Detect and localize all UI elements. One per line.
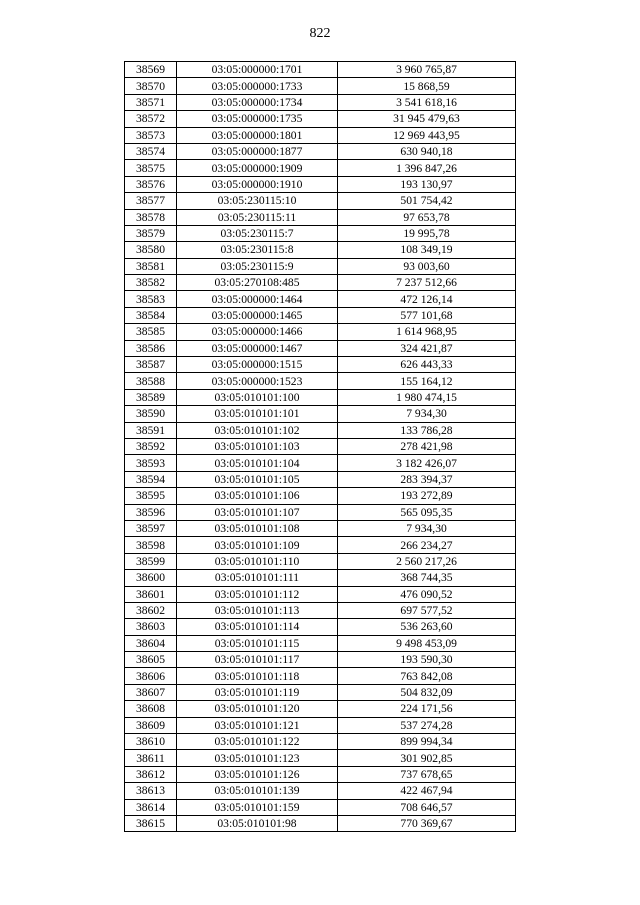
- cadastral-number-cell: 03:05:010101:107: [177, 504, 338, 520]
- cadastral-value-cell: 193 130,97: [338, 176, 516, 192]
- table-row: [125, 799, 516, 815]
- table-row: [125, 668, 516, 684]
- cadastral-number-cell: 03:05:010101:115: [177, 635, 338, 651]
- cadastral-number-cell: 03:05:010101:104: [177, 455, 338, 471]
- cadastral-number-cell: 03:05:010101:112: [177, 586, 338, 602]
- cadastral-value-cell: 737 678,65: [338, 766, 516, 782]
- cadastral-number-cell: 03:05:000000:1910: [177, 176, 338, 192]
- page-number: 822: [309, 26, 331, 41]
- row-number-cell: 38585: [125, 324, 177, 340]
- table-row: [125, 602, 516, 618]
- table-row: [125, 422, 516, 438]
- row-number-cell: 38570: [125, 78, 177, 94]
- row-number-cell: 38601: [125, 586, 177, 602]
- row-number-cell: 38587: [125, 357, 177, 373]
- cadastral-value-cell: 266 234,27: [338, 537, 516, 553]
- cadastral-value-cell: 7 934,30: [338, 406, 516, 422]
- cadastral-value-cell: 15 868,59: [338, 78, 516, 94]
- cadastral-value-cell: 368 744,35: [338, 570, 516, 586]
- cadastral-number-cell: 03:05:000000:1733: [177, 78, 338, 94]
- cadastral-number-cell: 03:05:230115:10: [177, 193, 338, 209]
- table-row: [125, 143, 516, 159]
- row-number-cell: 38596: [125, 504, 177, 520]
- table-row: [125, 406, 516, 422]
- row-number-cell: 38574: [125, 143, 177, 159]
- row-number-cell: 38590: [125, 406, 177, 422]
- cadastral-number-cell: 03:05:010101:117: [177, 652, 338, 668]
- row-number-cell: 38598: [125, 537, 177, 553]
- cadastral-value-cell: 2 560 217,26: [338, 553, 516, 569]
- cadastral-value-cell: 193 272,89: [338, 488, 516, 504]
- cadastral-number-cell: 03:05:010101:109: [177, 537, 338, 553]
- cadastral-value-cell: 278 421,98: [338, 438, 516, 454]
- table-row: [125, 62, 516, 78]
- table-row: [125, 488, 516, 504]
- cadastral-number-cell: 03:05:010101:101: [177, 406, 338, 422]
- cadastral-value-cell: 31 945 479,63: [338, 111, 516, 127]
- cadastral-number-cell: 03:05:230115:9: [177, 258, 338, 274]
- cadastral-number-cell: 03:05:010101:119: [177, 684, 338, 700]
- row-number-cell: 38591: [125, 422, 177, 438]
- table-row: [125, 438, 516, 454]
- table-row: [125, 750, 516, 766]
- table-row: [125, 471, 516, 487]
- cadastral-value-cell: 1 980 474,15: [338, 389, 516, 405]
- cadastral-value-cell: 193 590,30: [338, 652, 516, 668]
- cadastral-value-cell: 899 994,34: [338, 734, 516, 750]
- cadastral-value-cell: 224 171,56: [338, 701, 516, 717]
- cadastral-value-cell: 155 164,12: [338, 373, 516, 389]
- cadastral-value-cell: 630 940,18: [338, 143, 516, 159]
- row-number-cell: 38573: [125, 127, 177, 143]
- table-row: [125, 783, 516, 799]
- row-number-cell: 38604: [125, 635, 177, 651]
- row-number-cell: 38583: [125, 291, 177, 307]
- cadastral-value-cell: 93 003,60: [338, 258, 516, 274]
- table-row: [125, 193, 516, 209]
- cadastral-number-cell: 03:05:000000:1523: [177, 373, 338, 389]
- cadastral-value-cell: 565 095,35: [338, 504, 516, 520]
- row-number-cell: 38582: [125, 275, 177, 291]
- cadastral-number-cell: 03:05:010101:123: [177, 750, 338, 766]
- table-row: [125, 160, 516, 176]
- cadastral-value-cell: 324 421,87: [338, 340, 516, 356]
- row-number-cell: 38608: [125, 701, 177, 717]
- row-number-cell: 38578: [125, 209, 177, 225]
- cadastral-value-table: [124, 61, 516, 832]
- row-number-cell: 38615: [125, 815, 177, 831]
- cadastral-number-cell: 03:05:010101:105: [177, 471, 338, 487]
- cadastral-number-cell: 03:05:010101:126: [177, 766, 338, 782]
- table-row: [125, 701, 516, 717]
- cadastral-value-cell: 501 754,42: [338, 193, 516, 209]
- cadastral-value-cell: 763 842,08: [338, 668, 516, 684]
- table-row: [125, 389, 516, 405]
- cadastral-number-cell: 03:05:010101:110: [177, 553, 338, 569]
- table-row: [125, 357, 516, 373]
- cadastral-value-cell: 422 467,94: [338, 783, 516, 799]
- row-number-cell: 38594: [125, 471, 177, 487]
- cadastral-number-cell: 03:05:000000:1701: [177, 62, 338, 78]
- cadastral-number-cell: 03:05:000000:1735: [177, 111, 338, 127]
- cadastral-number-cell: 03:05:010101:113: [177, 602, 338, 618]
- cadastral-number-cell: 03:05:270108:485: [177, 275, 338, 291]
- cadastral-number-cell: 03:05:010101:114: [177, 619, 338, 635]
- cadastral-number-cell: 03:05:000000:1877: [177, 143, 338, 159]
- cadastral-number-cell: 03:05:000000:1464: [177, 291, 338, 307]
- cadastral-value-cell: 3 182 426,07: [338, 455, 516, 471]
- cadastral-value-cell: 19 995,78: [338, 225, 516, 241]
- cadastral-number-cell: 03:05:000000:1909: [177, 160, 338, 176]
- table-row: [125, 291, 516, 307]
- table-row: [125, 734, 516, 750]
- table-row: [125, 717, 516, 733]
- row-number-cell: 38584: [125, 307, 177, 323]
- cadastral-number-cell: 03:05:010101:139: [177, 783, 338, 799]
- table-row: [125, 520, 516, 536]
- row-number-cell: 38571: [125, 94, 177, 110]
- cadastral-value-cell: 1 614 968,95: [338, 324, 516, 340]
- cadastral-value-cell: 283 394,37: [338, 471, 516, 487]
- row-number-cell: 38610: [125, 734, 177, 750]
- table-row: [125, 242, 516, 258]
- table-row: [125, 570, 516, 586]
- table-row: [125, 307, 516, 323]
- table-row: [125, 504, 516, 520]
- table-row: [125, 537, 516, 553]
- cadastral-value-cell: 472 126,14: [338, 291, 516, 307]
- cadastral-number-cell: 03:05:230115:8: [177, 242, 338, 258]
- row-number-cell: 38613: [125, 783, 177, 799]
- row-number-cell: 38589: [125, 389, 177, 405]
- cadastral-number-cell: 03:05:010101:120: [177, 701, 338, 717]
- row-number-cell: 38597: [125, 520, 177, 536]
- row-number-cell: 38579: [125, 225, 177, 241]
- cadastral-value-cell: 7 934,30: [338, 520, 516, 536]
- row-number-cell: 38575: [125, 160, 177, 176]
- row-number-cell: 38600: [125, 570, 177, 586]
- cadastral-value-cell: 770 369,67: [338, 815, 516, 831]
- row-number-cell: 38607: [125, 684, 177, 700]
- cadastral-number-cell: 03:05:010101:103: [177, 438, 338, 454]
- table-row: [125, 815, 516, 831]
- cadastral-number-cell: 03:05:000000:1734: [177, 94, 338, 110]
- table-row: [125, 176, 516, 192]
- table-row: [125, 455, 516, 471]
- cadastral-number-cell: 03:05:010101:159: [177, 799, 338, 815]
- cadastral-number-cell: 03:05:000000:1515: [177, 357, 338, 373]
- table-body: [125, 62, 516, 832]
- table-row: [125, 258, 516, 274]
- row-number-cell: 38576: [125, 176, 177, 192]
- cadastral-value-cell: 476 090,52: [338, 586, 516, 602]
- cadastral-number-cell: 03:05:010101:108: [177, 520, 338, 536]
- cadastral-number-cell: 03:05:010101:98: [177, 815, 338, 831]
- table-row: [125, 209, 516, 225]
- row-number-cell: 38577: [125, 193, 177, 209]
- table-row: [125, 225, 516, 241]
- table-row: [125, 340, 516, 356]
- row-number-cell: 38580: [125, 242, 177, 258]
- cadastral-value-cell: 504 832,09: [338, 684, 516, 700]
- row-number-cell: 38599: [125, 553, 177, 569]
- row-number-cell: 38605: [125, 652, 177, 668]
- row-number-cell: 38609: [125, 717, 177, 733]
- row-number-cell: 38603: [125, 619, 177, 635]
- table-row: [125, 553, 516, 569]
- row-number-cell: 38569: [125, 62, 177, 78]
- table-row: [125, 586, 516, 602]
- cadastral-value-cell: 301 902,85: [338, 750, 516, 766]
- cadastral-number-cell: 03:05:010101:102: [177, 422, 338, 438]
- cadastral-number-cell: 03:05:000000:1467: [177, 340, 338, 356]
- cadastral-value-cell: 536 263,60: [338, 619, 516, 635]
- cadastral-value-cell: 697 577,52: [338, 602, 516, 618]
- table-row: [125, 373, 516, 389]
- table-row: [125, 766, 516, 782]
- cadastral-value-cell: 577 101,68: [338, 307, 516, 323]
- cadastral-number-cell: 03:05:000000:1801: [177, 127, 338, 143]
- row-number-cell: 38593: [125, 455, 177, 471]
- cadastral-number-cell: 03:05:010101:100: [177, 389, 338, 405]
- cadastral-number-cell: 03:05:010101:118: [177, 668, 338, 684]
- row-number-cell: 38592: [125, 438, 177, 454]
- cadastral-value-cell: 3 960 765,87: [338, 62, 516, 78]
- cadastral-value-cell: 1 396 847,26: [338, 160, 516, 176]
- row-number-cell: 38606: [125, 668, 177, 684]
- table-row: [125, 684, 516, 700]
- row-number-cell: 38612: [125, 766, 177, 782]
- cadastral-number-cell: 03:05:230115:11: [177, 209, 338, 225]
- cadastral-value-cell: 626 443,33: [338, 357, 516, 373]
- cadastral-value-cell: 3 541 618,16: [338, 94, 516, 110]
- row-number-cell: 38611: [125, 750, 177, 766]
- row-number-cell: 38602: [125, 602, 177, 618]
- cadastral-value-cell: 133 786,28: [338, 422, 516, 438]
- table-row: [125, 275, 516, 291]
- cadastral-number-cell: 03:05:000000:1465: [177, 307, 338, 323]
- table-row: [125, 324, 516, 340]
- row-number-cell: 38588: [125, 373, 177, 389]
- row-number-cell: 38595: [125, 488, 177, 504]
- cadastral-value-cell: 12 969 443,95: [338, 127, 516, 143]
- table-row: [125, 111, 516, 127]
- row-number-cell: 38572: [125, 111, 177, 127]
- cadastral-value-cell: 108 349,19: [338, 242, 516, 258]
- row-number-cell: 38586: [125, 340, 177, 356]
- cadastral-number-cell: 03:05:010101:121: [177, 717, 338, 733]
- cadastral-number-cell: 03:05:000000:1466: [177, 324, 338, 340]
- cadastral-number-cell: 03:05:230115:7: [177, 225, 338, 241]
- cadastral-number-cell: 03:05:010101:111: [177, 570, 338, 586]
- table-row: [125, 78, 516, 94]
- table-row: [125, 619, 516, 635]
- table-row: [125, 94, 516, 110]
- cadastral-value-cell: 708 646,57: [338, 799, 516, 815]
- table-row: [125, 652, 516, 668]
- cadastral-number-cell: 03:05:010101:106: [177, 488, 338, 504]
- row-number-cell: 38614: [125, 799, 177, 815]
- row-number-cell: 38581: [125, 258, 177, 274]
- cadastral-value-cell: 537 274,28: [338, 717, 516, 733]
- cadastral-value-cell: 9 498 453,09: [338, 635, 516, 651]
- table-row: [125, 127, 516, 143]
- cadastral-value-cell: 7 237 512,66: [338, 275, 516, 291]
- cadastral-value-cell: 97 653,78: [338, 209, 516, 225]
- cadastral-number-cell: 03:05:010101:122: [177, 734, 338, 750]
- table-row: [125, 635, 516, 651]
